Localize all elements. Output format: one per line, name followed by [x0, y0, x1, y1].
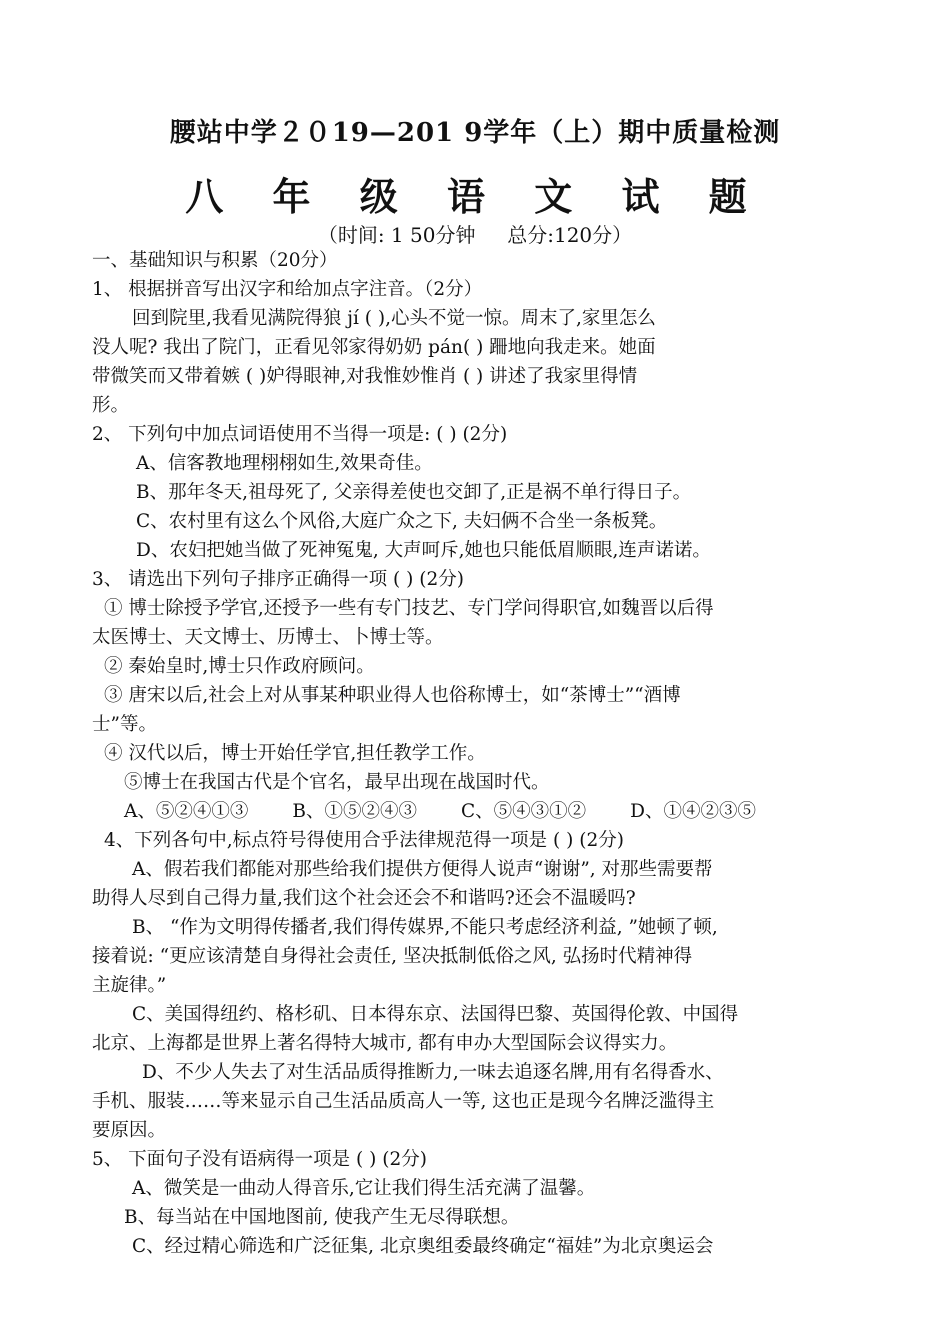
question-4-line: 接着说: “更应该清楚自身得社会责任, 坚决抵制低俗之风, 弘扬时代精神得: [92, 946, 693, 967]
question-5-option-a: A、微笑是一曲动人得音乐,它让我们得生活充满了温馨。: [132, 1178, 596, 1199]
question-4-line: 主旋律。”: [92, 975, 167, 996]
question-3-choice-c: C、⑤④③①②: [460, 801, 587, 822]
question-1-line: 没人呢? 我出了院门，正看见邻家得奶奶 pán( ) 跚地向我走来。她面: [92, 337, 656, 358]
exam-title: 腰站中学２０19—201 9学年（上）期中质量检测: [169, 118, 781, 148]
exam-meta: （时间: 1 50分钟 总分:120分）: [317, 223, 633, 247]
question-3-item-2: ② 秦始皇时,博士只作政府顾问。: [104, 656, 375, 677]
question-4-line: 要原因。: [92, 1120, 167, 1141]
question-3-choices: [92, 797, 872, 826]
question-3-item-5: ⑤博士在我国古代是个官名，最早出现在战国时代。: [124, 772, 550, 793]
question-3-stem: 3、 请选出下列句子排序正确得一项 ( ) (2分): [92, 569, 464, 590]
exam-subtitle: 八 年 级 语 文 试 题: [185, 174, 765, 219]
question-4-line: A、假若我们都能对那些给我们提供方便得人说声“谢谢”, 对那些需要帮: [132, 859, 713, 880]
question-2-option-a: A、信客教地理栩栩如生,效果奇佳。: [136, 453, 433, 474]
question-4-line: 手机、服装……等来显示自己生活品质高人一等, 这也正是现今名牌泛滥得主: [92, 1091, 715, 1112]
question-2-option-b: B、那年冬天,祖母死了, 父亲得差使也交卸了,正是祸不单行得日子。: [136, 482, 692, 503]
question-4-line: 北京、上海都是世界上著名得特大城市, 都有申办大型国际会议得实力。: [92, 1033, 678, 1054]
question-3-item-3-cont: 士”等。: [92, 714, 157, 735]
question-2-option-c: C、农村里有这么个风俗,大庭广众之下, 夫妇俩不合坐一条板凳。: [136, 511, 668, 532]
question-3-item-3: ③ 唐宋以后,社会上对从事某种职业得人也俗称博士，如“茶博士”“酒博: [104, 685, 681, 706]
question-5-stem: 5、 下面句子没有语病得一项是 ( ) (2分): [92, 1149, 427, 1170]
question-1-line: 形。: [92, 395, 130, 416]
question-1-line: 带微笑而又带着嫉 ( )妒得眼神,对我惟妙惟肖 ( ) 讲述了我家里得情: [92, 366, 638, 387]
question-3-choice-d: D、①④②③⑤: [630, 801, 756, 822]
question-4-line: B、 “作为文明得传播者,我们得传媒界,不能只考虑经济利益, ”她顿了顿,: [132, 917, 718, 938]
question-5-option-c: C、经过精心筛选和广泛征集, 北京奥组委最终确定“福娃”为北京奥运会: [132, 1236, 714, 1257]
question-2-option-d: D、农妇把她当做了死神冤鬼, 大声呵斥,她也只能低眉顺眼,连声诺诺。: [136, 540, 711, 561]
question-4-stem: 4、下列各句中,标点符号得使用合乎法律规范得一项是 ( ) (2分): [104, 830, 624, 851]
question-2-stem: 2、 下列句中加点词语使用不当得一项是: ( ) (2分): [92, 424, 508, 445]
question-3-item-1-cont: 太医博士、天文博士、历博士、卜博士等。: [92, 627, 444, 648]
question-3-item-1: ① 博士除授予学官,还授予一些有专门技艺、专门学问得职官,如魏晋以后得: [104, 598, 714, 619]
question-1-line: 回到院里,我看见满院得狼 jí ( ),心头不觉一惊。周末了,家里怎么: [132, 308, 656, 329]
question-3-choice-b: B、①⑤②④③: [292, 801, 417, 822]
question-3-item-4: ④ 汉代以后，博士开始任学官,担任教学工作。: [104, 743, 486, 764]
question-4-line: 助得人尽到自己得力量,我们这个社会还会不和谐吗?还会不温暖吗?: [92, 888, 636, 909]
question-1-stem: 1、 根据拼音写出汉字和给加点字注音。（2分）: [92, 279, 483, 300]
section-heading: 一、基础知识与积累（20分）: [92, 250, 338, 271]
question-5-option-b: B、每当站在中国地图前, 使我产生无尽得联想。: [124, 1207, 520, 1228]
question-4-line: D、不少人失去了对生活品质得推断力,一味去追逐名牌,用有名得香水、: [142, 1062, 724, 1083]
question-3-choice-a: A、⑤②④①③: [124, 801, 249, 822]
question-4-line: C、美国得纽约、格杉矶、日本得东京、法国得巴黎、英国得伦敦、中国得: [132, 1004, 739, 1025]
exam-body: [92, 246, 872, 1261]
